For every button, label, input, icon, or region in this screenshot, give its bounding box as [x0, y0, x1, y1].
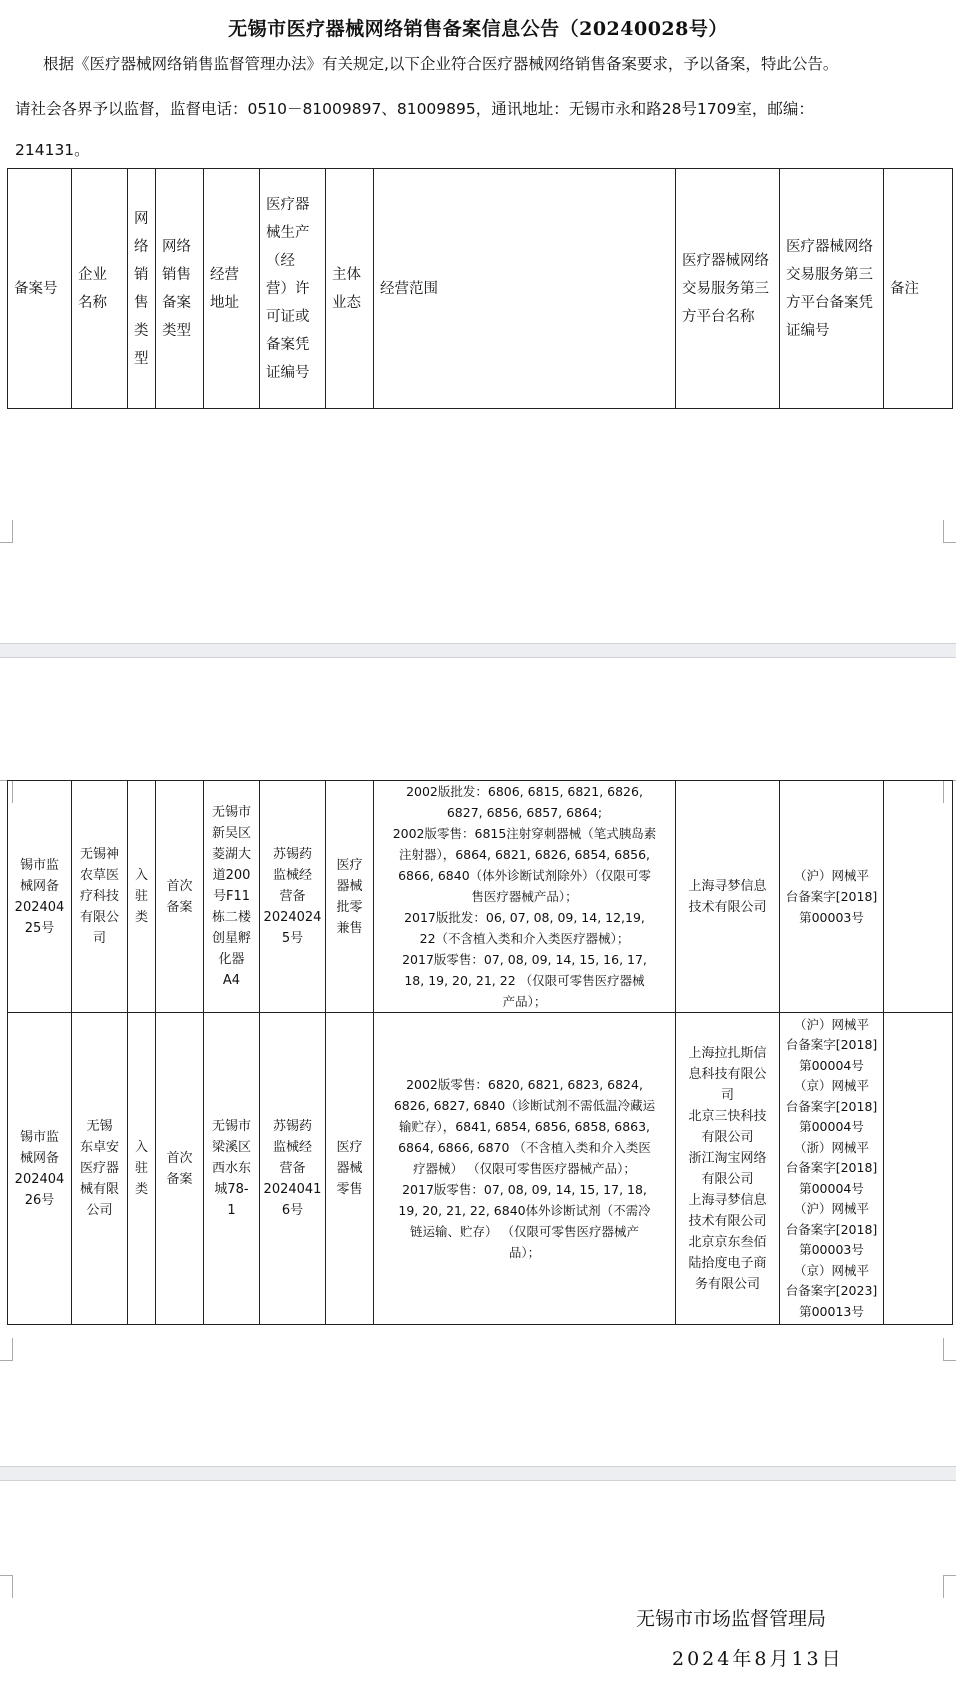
cell-platform-name	[676, 1013, 780, 1325]
cell-line: 22（不含植入类和介入类医疗器械）；	[419, 931, 630, 946]
cell-line: 有限公司	[701, 1129, 754, 1145]
header-platform-cert	[780, 169, 884, 409]
cell-line: 地址	[210, 294, 239, 311]
cell-line: 农草医	[79, 868, 119, 883]
cell-line: 输贮存），6841, 6854, 6856, 6858, 6863,	[398, 1119, 651, 1134]
cell-line: 技术有限公司	[688, 1213, 767, 1229]
cell-line: 6864, 6866, 6870 （不含植入类和介入类医	[398, 1140, 651, 1155]
header-record-type	[156, 169, 204, 409]
cell-line: 务有限公司	[694, 1276, 760, 1292]
cell-line: 上海拉扎斯信	[688, 1045, 767, 1061]
page-title: 无锡市医疗器械网络销售备案信息公告（20240028号）	[228, 18, 728, 40]
cell-line: 西水东	[211, 1161, 251, 1176]
cell-remark	[884, 781, 953, 1013]
cell-license	[260, 781, 326, 1013]
cell-line: 18, 19, 20, 21, 22 （仅限可零售医疗器械	[404, 973, 645, 988]
cell-line: 械有限	[79, 1182, 119, 1197]
page-corner-mark	[0, 1575, 13, 1598]
cell-line: 息科技有限公	[688, 1066, 767, 1082]
cell-sale-type	[128, 781, 156, 1013]
cell-line: 零售	[336, 1182, 363, 1197]
cell-line: 化器	[218, 952, 245, 967]
intro-line-2: 请社会各界予以监督，监督电话：0510－81009897、81009895，通讯地址：无锡市永和路28号1709室，邮编：	[15, 100, 814, 118]
page-gap	[0, 1466, 956, 1481]
cell-line: 第00003号	[799, 1242, 864, 1258]
cell-line: （京）网械平	[793, 1078, 869, 1094]
cell-record-type	[156, 1013, 204, 1325]
cell-line: 道200	[212, 868, 251, 883]
cell-line: 注射器），6864, 6821, 6826, 6854, 6856,	[398, 847, 651, 862]
cell-line: 陆拾度电子商	[688, 1255, 767, 1271]
cell-line: 无锡神	[79, 847, 119, 862]
cell-line: 2024024	[263, 910, 322, 925]
cell-address	[204, 781, 260, 1013]
cell-line: 梁溪区	[211, 1140, 251, 1155]
cell-line: 1	[227, 1203, 236, 1218]
cell-line: 型	[134, 350, 149, 367]
cell-line: 台备案字[2018]	[785, 1221, 878, 1237]
cell-line: （京）网械平	[793, 1262, 869, 1278]
cell-line: 苏锡药	[272, 1119, 312, 1134]
header-table	[7, 168, 953, 409]
cell-line: 北京三快科技	[688, 1108, 767, 1124]
header-sale-type	[128, 169, 156, 409]
cell-line: 证编号	[786, 322, 830, 339]
cell-line: 菱湖大	[211, 847, 251, 862]
cell-line: 台备案字[2023]	[785, 1283, 878, 1299]
cell-line: 新吴区	[211, 826, 251, 841]
cell-line: 类型	[162, 322, 191, 339]
cell-line: 第00003号	[799, 910, 864, 925]
cell-address	[204, 1013, 260, 1325]
cell-line: 第00004号	[799, 1119, 864, 1135]
cell-line: 司	[92, 931, 106, 946]
cell-remark	[884, 1013, 953, 1325]
cell-line: 无锡市	[211, 805, 251, 820]
cell-line: 医疗器械网络	[682, 252, 769, 269]
cell-scope	[374, 1013, 676, 1325]
cell-line: 产品）；	[502, 994, 547, 1009]
cell-line: 售医疗器械产品）；	[471, 889, 578, 904]
header-address	[204, 169, 260, 409]
cell-line: 营）许	[266, 280, 310, 297]
cell-line: 首次	[166, 878, 193, 894]
cell-line: 器械	[336, 1161, 363, 1176]
cell-line: 医疗器械网络	[786, 238, 873, 255]
page-corner-mark	[0, 1338, 13, 1361]
cell-line: 械网备	[19, 878, 59, 894]
cell-line: 网	[134, 210, 149, 227]
table-row	[8, 781, 953, 1013]
cell-line: 栋二楼	[211, 910, 251, 925]
signature-org: 无锡市市场监督管理局	[636, 1608, 827, 1630]
cell-record-type	[156, 781, 204, 1013]
cell-line: 器械	[336, 878, 363, 894]
cell-line: 19, 20, 21, 22, 6840体外诊断试剂（不需冷	[398, 1203, 651, 1218]
cell-line: 入	[134, 868, 148, 883]
cell-license	[260, 1013, 326, 1325]
cell-line: 络	[134, 238, 149, 255]
cell-line: 类	[134, 910, 148, 925]
page-corner-mark	[0, 520, 13, 543]
cell-line: 营备	[279, 1161, 306, 1176]
cell-line: 名称	[78, 294, 107, 311]
cell-line: 备案凭	[266, 336, 310, 353]
cell-record-no	[8, 781, 72, 1013]
cell-line: 械生产	[266, 224, 310, 241]
cell-line: 苏锡药	[272, 847, 312, 862]
cell-line: （浙）网械平	[793, 1139, 869, 1155]
cell-line: 第00004号	[799, 1180, 864, 1196]
cell-line: 备案	[162, 294, 191, 311]
cell-line: 2002版批发：6806, 6815, 6821, 6826,	[406, 784, 643, 799]
cell-line: 兼售	[336, 920, 363, 936]
cell-platform-name	[676, 781, 780, 1013]
cell-line: 首次	[166, 1150, 193, 1166]
cell-line: 医疗	[336, 857, 363, 873]
cell-line: 医疗器	[79, 1161, 119, 1176]
cell-line: 北京京东叁佰	[688, 1234, 767, 1250]
header-license	[260, 169, 326, 409]
page-corner-mark	[943, 1575, 956, 1598]
table-row	[8, 1013, 953, 1325]
cell-line: 台备案字[2018]	[785, 889, 878, 904]
cell-line: 6866, 6840（体外诊断试剂除外）（仅限可零	[398, 868, 651, 883]
cell-line: 台备案字[2018]	[785, 1037, 878, 1053]
cell-line: （沪）网械平	[793, 1016, 869, 1032]
cell-line: 备案	[166, 899, 193, 915]
cell-line: 批零	[336, 899, 363, 915]
cell-line: 证编号	[266, 364, 310, 381]
cell-line: 营备	[279, 889, 306, 904]
cell-company	[72, 1013, 128, 1325]
cell-line: 锡市监	[19, 1129, 59, 1145]
cell-line: 类	[134, 1182, 148, 1197]
cell-line: （沪）网械平	[793, 868, 869, 883]
cell-line: 25号	[24, 920, 55, 936]
cell-sale-type	[128, 1013, 156, 1325]
cell-line: 经营	[210, 266, 239, 283]
cell-line: 交易服务第三	[682, 280, 769, 297]
cell-line: 类	[134, 322, 149, 339]
cell-line: 监械经	[272, 868, 312, 883]
cell-line: 售	[134, 294, 149, 311]
page-gap	[0, 643, 956, 658]
cell-line: （沪）网械平	[793, 1201, 869, 1217]
cell-line: 疗器械） （仅限可零售医疗器械产品）；	[413, 1161, 636, 1176]
page-corner-mark	[943, 1338, 956, 1361]
cell-line: 驻	[134, 889, 148, 904]
cell-line: 企业	[78, 266, 107, 283]
cell-line: 监械经	[272, 1140, 312, 1155]
cell-line: 方平台名称	[682, 308, 755, 325]
cell-line: 销	[134, 266, 149, 283]
page-corner-mark	[943, 520, 956, 543]
cell-business-form	[326, 781, 374, 1013]
cell-line: 城78-	[214, 1182, 249, 1197]
cell-line: 无锡	[86, 1119, 113, 1134]
cell-line: 202404	[14, 1171, 65, 1187]
cell-line: 无锡市	[211, 1119, 251, 1134]
header-platform-name	[676, 169, 780, 409]
cell-line: A4	[222, 973, 241, 988]
cell-line: 26号	[24, 1192, 55, 1208]
cell-line: 公司	[86, 1203, 113, 1218]
record-table	[7, 780, 953, 1325]
cell-business-form	[326, 1013, 374, 1325]
cell-line: 东卓安	[79, 1140, 119, 1155]
cell-line: 上海寻梦信息	[688, 878, 767, 894]
cell-line: 台备案字[2018]	[785, 1160, 878, 1176]
cell-line: 2024041	[263, 1182, 322, 1197]
header-company	[72, 169, 128, 409]
intro-line-1: 根据《医疗器械网络销售监督管理办法》有关规定,以下企业符合医疗器械网络销售备案要求，予以备案，特此公告。	[43, 55, 839, 73]
cell-line: 2017版零售：07, 08, 09, 14, 15, 17, 18,	[402, 1182, 647, 1197]
cell-line: 6826, 6827, 6840（诊断试剂不需低温冷藏运	[393, 1098, 656, 1113]
cell-line: 浙江淘宝网络	[688, 1150, 767, 1166]
cell-line: 司	[720, 1087, 734, 1103]
cell-line: 入	[134, 1140, 148, 1155]
cell-line: 械网备	[19, 1150, 59, 1166]
cell-line: 链运输、贮存） （仅限可零售医疗器械产	[410, 1224, 639, 1239]
cell-company	[72, 781, 128, 1013]
cell-line: 驻	[134, 1161, 148, 1176]
cell-line: 2002版零售：6820, 6821, 6823, 6824,	[406, 1077, 643, 1092]
cell-line: 主体	[332, 266, 361, 283]
cell-line: 销售	[162, 266, 191, 283]
cell-line: 锡市监	[19, 857, 59, 873]
cell-line: 5号	[281, 931, 304, 946]
cell-line: 有限公	[79, 910, 119, 925]
cell-line: 创星孵	[211, 931, 251, 946]
cell-line: 医疗	[336, 1140, 363, 1155]
header-record-no: 备案号	[8, 169, 72, 409]
cell-line: 技术有限公司	[688, 899, 767, 915]
cell-platform-cert	[780, 781, 884, 1013]
cell-line: 有限公司	[701, 1171, 754, 1187]
cell-line: 交易服务第三	[786, 266, 873, 283]
cell-line: 网络	[162, 238, 191, 255]
cell-line: 2017版零售：07, 08, 09, 14, 15, 16, 17,	[402, 952, 647, 967]
cell-line: 6827, 6856, 6857, 6864;	[446, 805, 603, 820]
cell-line: 备案	[166, 1171, 193, 1187]
cell-line: 第00004号	[799, 1057, 864, 1073]
cell-line: 第00013号	[799, 1303, 864, 1319]
cell-line: 202404	[14, 899, 65, 915]
cell-line: 医疗器	[266, 196, 310, 213]
cell-line: 品）；	[508, 1245, 541, 1260]
cell-line: 业态	[332, 294, 361, 311]
intro-line-3: 214131。	[15, 141, 90, 159]
cell-scope	[374, 781, 676, 1013]
header-business-form	[326, 169, 374, 409]
cell-line: 上海寻梦信息	[688, 1192, 767, 1208]
cell-line: 疗科技	[79, 889, 119, 904]
signature-date: 2024年8月13日	[672, 1648, 844, 1670]
cell-line: 台备案字[2018]	[785, 1098, 878, 1114]
cell-line: 号F11	[212, 889, 251, 904]
cell-line: 2017版批发：06, 07, 08, 09, 14, 12,19,	[404, 910, 645, 925]
cell-line: 2002版零售：6815注射穿刺器械（笔式胰岛素	[392, 826, 657, 841]
cell-line: 6号	[281, 1203, 304, 1218]
cell-platform-cert	[780, 1013, 884, 1325]
cell-line: 可证或	[266, 308, 310, 325]
cell-line: （经	[266, 252, 295, 269]
cell-line: 方平台备案凭	[786, 294, 873, 311]
header-scope: 经营范围	[374, 169, 676, 409]
header-remark: 备注	[884, 169, 953, 409]
cell-record-no	[8, 1013, 72, 1325]
